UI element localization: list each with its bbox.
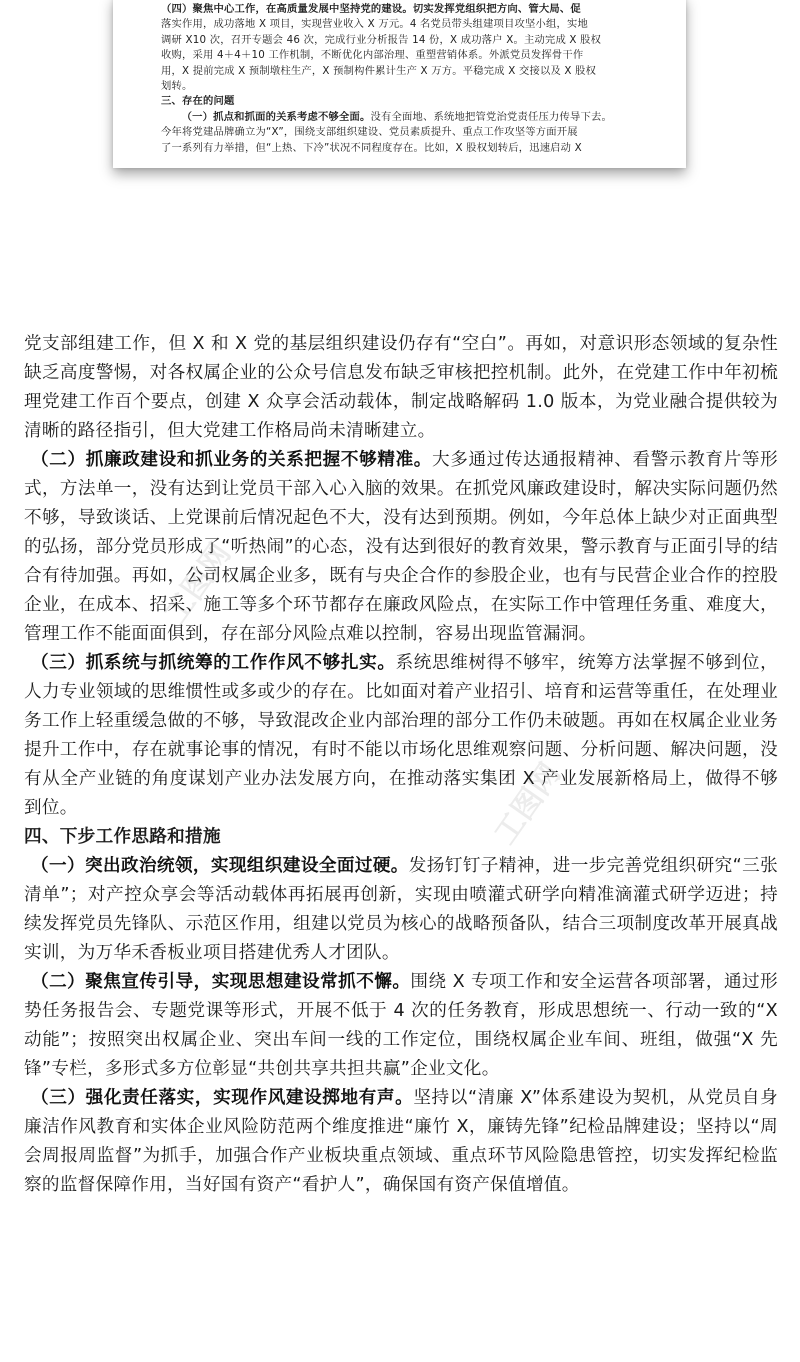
preview-line: 今年将党建品牌确立为“X”，围绕支部组织建设、党员素质提升、重点工作攻坚等方面开展 (161, 126, 578, 139)
document-preview-area (0, 0, 800, 300)
preview-line: 落实作用，成功落地 X 项目，实现营业收入 X 万元。4 名党员带头组建项目攻坚小组，实地 (161, 18, 589, 31)
paragraph-title: （一）突出政治统领，实现组织建设全面过硬。 (31, 856, 409, 876)
preview-line: 收购，采用 4＋4＋10 工作机制，不断优化内部治理、重塑营销体系。外派党员发挥骨干作 (161, 49, 584, 62)
preview-item-text: 没有全面地、系统地把管党治党责任压力传导下去。 (370, 110, 612, 123)
paragraph-title: （三）强化责任落实，实现作风建设掷地有声。 (31, 1088, 414, 1108)
paragraph (24, 446, 778, 649)
watermark: 工图网 (487, 757, 569, 851)
preview-line: 用，X 提前完成 X 预制墩柱生产，X 预制构件累计生产 X 万方。平稳完成 X 交接以及 X 股权 (161, 64, 597, 77)
paragraph-title: （二）聚焦宣传引导，实现思想建设常抓不懈。 (31, 972, 411, 992)
paragraph (24, 1084, 778, 1200)
paragraph-text: 围绕 X 专项工作和安全运营各项部署，通过形势任务报告会、专题党课等形式，开展不低于 4 次的任务教育，形成思想统一、行动一致的“X 动能”；按照突出权属企业、突出车间一线的工作定位，围绕权属企业车间、班组，做强“X 先锋”专栏，多形式多方位彰显“共创共享共担共赢”企业文化。 (24, 972, 778, 1079)
paragraph-text: 坚持以“清廉 X”体系建设为契机，从党员自身廉洁作风教育和实体企业风险防范两个维度推进“廉竹 X，廉铸先锋”纪检品牌建设；坚持以“周会周报周监督”为抓手，加强合作产业板块重点领域、重点环节风险隐患管控，切实发挥纪检监察的监督保障作用，当好国有资产“看护人”，确保国有资产保值增值。 (24, 1088, 778, 1195)
preview-line: 划转。 (161, 80, 193, 93)
paragraph-text: 大多通过传达通报精神、看警示教育片等形式，方法单一，没有达到让党员干部入心入脑的效果。在抓党风廉政建设时，解决实际问题仍然不够，导致谈话、上党课前后情况起色不大，没有达到预期。例如，今年总体上缺少对正面典型的弘扬，部分党员形成了“听热闹”的心态，没有达到很好的教育效果，警示教育与正面引导的结合有待加强。再如，公司权属企业多，既有与央企合作的参股企业，也有与民营企业合作的控股企业，在成本、招采、施工等多个环节都存在廉政风险点，在实际工作中管理任务重、难度大，管理工作不能面面俱到，存在部分风险点难以控制，容易出现监管漏洞。 (24, 450, 779, 644)
document-preview-card (113, 0, 686, 168)
paragraph (24, 852, 778, 968)
preview-text-block (113, 0, 686, 156)
article-body (24, 330, 778, 1200)
preview-line: 了一系列有力举措，但“上热、下冷”状况不同程度存在。比如，X 股权划转后，迅速启动 X (161, 141, 582, 154)
paragraph-text: 发扬钉钉子精神，进一步完善党组织研究“三张清单”；对产控众享会等活动载体再拓展再创新，实现由喷灌式研学向精准滴灌式研学迈进；持续发挥党员先锋队、示范区作用，组建以党员为核心的战略预备队，结合三项制度改革开展真战实训，为万华禾香板业项目搭建优秀人才团队。 (24, 856, 778, 963)
watermark: 工图网 (157, 537, 239, 631)
preview-line: （四）聚焦中心工作，在高质量发展中坚持党的建设。切实发挥党组织把方向、管大局、促 (161, 3, 581, 15)
paragraph-text: 系统思维树得不够牢，统筹方法掌握不够到位，人力专业领域的思维惯性或多或少的存在。比如面对着产业招引、培育和运营等重任，在处理业务工作上轻重缓急做的不够，导致混改企业内部治理的部分工作仍未破题。再如在权属企业业务提升工作中，存在就事论事的情况，有时不能以市场化思维观察问题、分析问题、解决问题，没有从全产业链的角度谋划产业办法发展方向，在推动落实集团 X 产业发展新格局上，做得不够到位。 (24, 653, 778, 818)
paragraph-title: （三）抓系统与抓统筹的工作作风不够扎实。 (31, 653, 396, 673)
preview-line: 调研 X10 次，召开专题会 46 次，完成行业分析报告 14 份，X 成功落户 X。主动完成 X 股权 (161, 33, 602, 46)
paragraph (24, 968, 778, 1084)
paragraph (24, 649, 778, 823)
preview-item-title: （一）抓点和抓面的关系考虑不够全面。 (181, 110, 371, 123)
paragraph-title: （二）抓廉政建设和抓业务的关系把握不够精准。 (31, 450, 433, 470)
preview-section-title: 三、存在的问题 (161, 95, 235, 108)
paragraph: 党支部组建工作，但 X 和 X 党的基层组织建设仍存有“空白”。再如，对意识形态领域的复杂性缺乏高度警惕，对各权属企业的公众号信息发布缺乏审核把控机制。此外，在党建工作中年初梳理党建工作百个要点，创建 X 众享会活动载体，制定战略解码 1.0 版本，为党业融合提供较为清晰的路径指引，但大党建工作格局尚未清晰建立。 (24, 334, 778, 441)
preview-item-paragraph (161, 110, 646, 125)
section-heading: 四、下步工作思路和措施 (24, 827, 221, 847)
